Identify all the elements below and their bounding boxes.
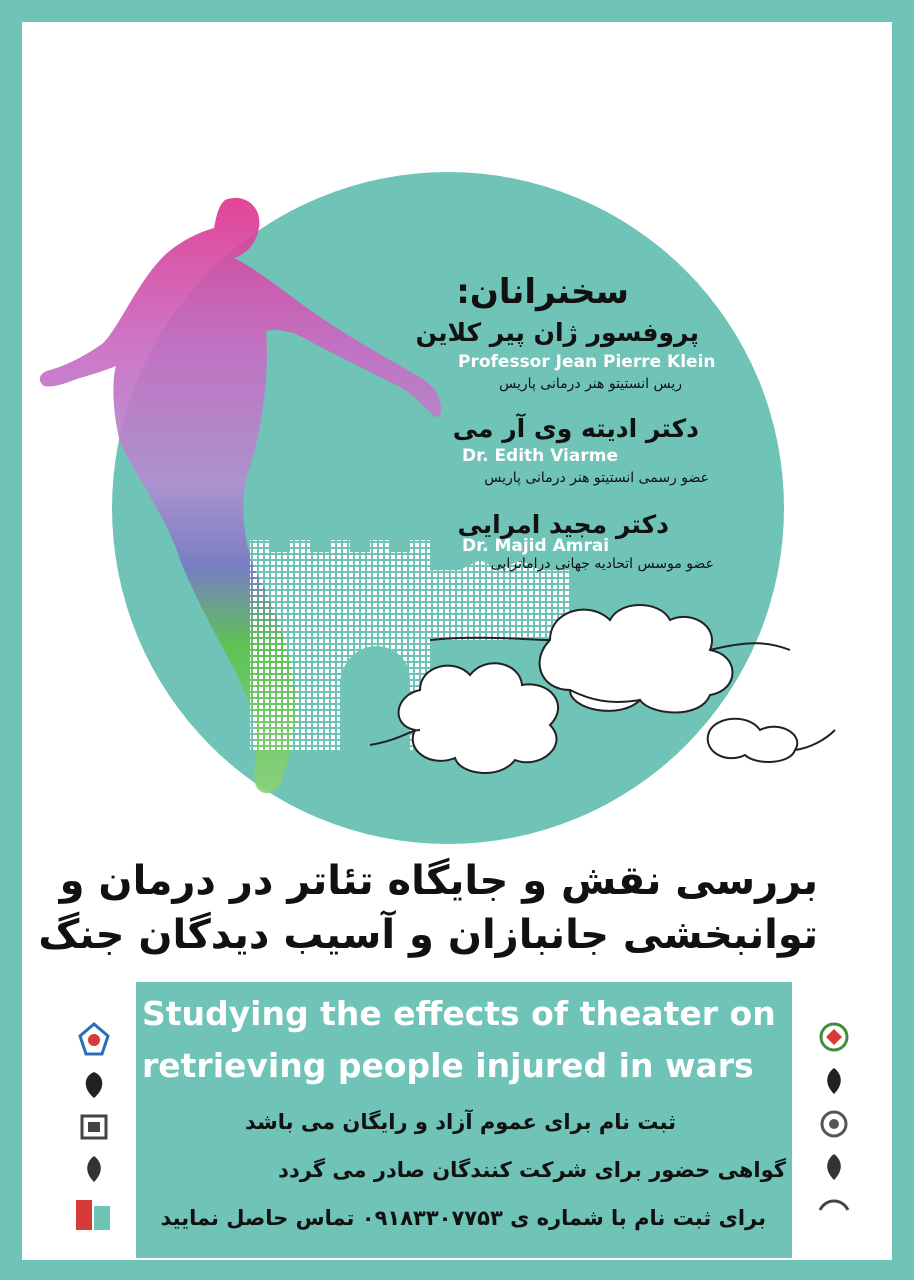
emblem-icon [818,1152,850,1182]
speaker-3-name-en: Dr. Majid Amrai [462,536,610,556]
speakers-heading: سخنرانان: [456,272,629,312]
logo-icon [72,1196,116,1236]
emblem-icon [74,1020,114,1060]
right-logo-strip [806,1020,866,1220]
speaker-1-name-en: Professor Jean Pierre Klein [458,352,716,372]
info-line-free-registration: ثبت نام برای عموم آزاد و رایگان می باشد [244,1110,676,1134]
speaker-1-name-fa: پروفسور ژان پیر کلاین [415,318,699,347]
seal-icon [818,1108,850,1140]
speaker-2-name-fa: دکتر ادیته وی آر می [452,414,699,443]
title-en-line-2: retrieving people injured in wars [142,1046,754,1085]
speaker-2-role: عضو رسمی انستیتو هنر درمانی پاریس [484,470,709,486]
emblem-icon [78,1154,110,1184]
speaker-3-name-fa: دکتر مجید امرایی [457,510,669,539]
left-logo-strip [66,1020,126,1250]
emblem-icon [816,1020,852,1054]
seal-icon [76,1070,112,1100]
info-line-contact: برای ثبت نام با شماره ی ۰۹۱۸۳۳۰۷۷۵۳ تماس حاصل نمایید [160,1206,766,1230]
speaker-1-role: ریس انستیتو هنر درمانی پاریس [499,376,682,392]
speaker-3-role: عضو موسس اتحادیه جهانی دراماتراپی [490,556,714,572]
seal-icon [818,1066,850,1096]
logo-icon [816,1192,852,1216]
title-en-line-1: Studying the effects of theater on [142,994,776,1033]
speaker-2-name-en: Dr. Edith Viarme [462,446,618,466]
title-fa-line-1: بررسی نقش و جایگاه تئاتر در درمان و [59,858,818,904]
title-fa-line-2: توانبخشی جانبازان و آسیب دیدگان جنگ [38,912,818,958]
seal-icon [78,1112,110,1142]
info-line-certificate: گواهی حضور برای شرکت کنندگان صادر می گردد [278,1158,786,1182]
clouds-illustration [250,580,840,800]
